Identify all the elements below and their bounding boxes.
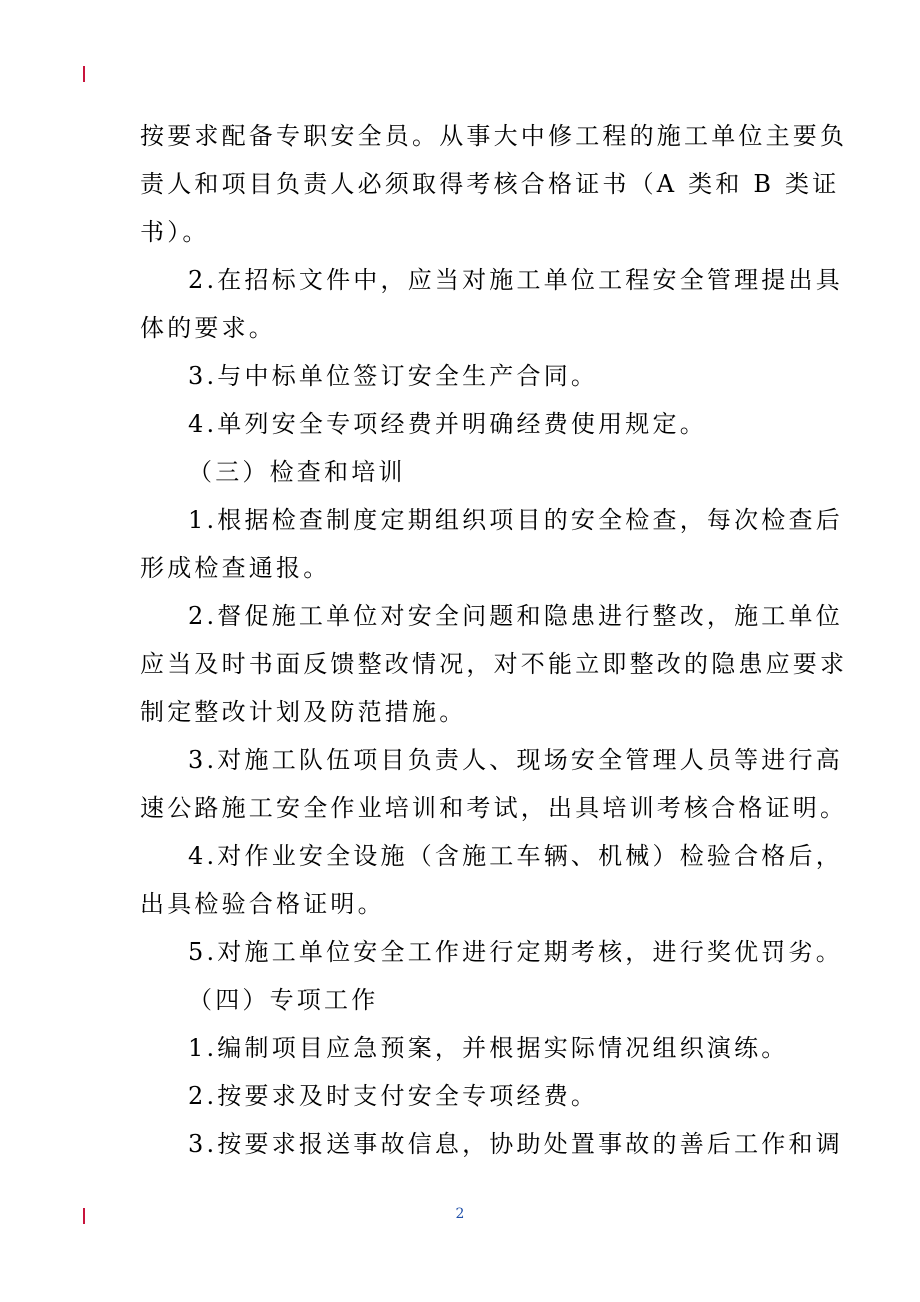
paragraph — [140, 1120, 843, 1168]
paragraph — [140, 256, 843, 352]
text-line: 4.单列安全专项经费并明确经费使用规定。 — [188, 410, 707, 438]
text-line: 责人和项目负责人必须取得考核合格证书（A 类和 B 类证 — [140, 170, 840, 198]
text-line: 制定整改计划及防范措施。 — [140, 698, 467, 726]
text-line: 2.按要求及时支付安全专项经费。 — [188, 1082, 599, 1110]
page-number: 2 — [455, 1206, 465, 1222]
text-line: 4.对作业安全设施（含施工车辆、机械）检验合格后， — [188, 842, 843, 870]
text-line: 2.督促施工单位对安全问题和隐患进行整改，施工单位 — [188, 602, 843, 630]
paragraph — [140, 736, 848, 832]
paragraph — [140, 832, 843, 928]
paragraph — [140, 496, 843, 592]
text-line: 出具检验合格证明。 — [140, 890, 385, 918]
text-line: 速公路施工安全作业培训和考试，出具培训考核合格证明。 — [140, 794, 848, 822]
text-line: 5.对施工单位安全工作进行定期考核，进行奖优罚劣。 — [188, 938, 843, 966]
text-line: 3.对施工队伍项目负责人、现场安全管理人员等进行高 — [188, 746, 843, 774]
paragraph — [140, 1072, 782, 1120]
paragraph — [140, 928, 843, 976]
paragraph — [140, 592, 848, 736]
text-line: 1.根据检查制度定期组织项目的安全检查，每次检查后 — [188, 506, 843, 534]
paragraph — [140, 112, 848, 256]
top-left-crop-mark — [83, 66, 85, 82]
text-line: 应当及时书面反馈整改情况，对不能立即整改的隐患应要求 — [140, 650, 848, 678]
document-body — [140, 112, 848, 1168]
paragraph — [140, 352, 782, 400]
text-line: 1.编制项目应急预案，并根据实际情况组织演练。 — [188, 1034, 789, 1062]
section-heading — [140, 448, 782, 496]
section-heading — [140, 976, 782, 1024]
paragraph — [140, 1024, 789, 1072]
text-line: 3.按要求报送事故信息，协助处置事故的善后工作和调 — [188, 1130, 843, 1158]
text-line: 书）。 — [140, 218, 210, 246]
heading-text: （三）检查和培训 — [188, 458, 406, 486]
text-line: 体的要求。 — [140, 314, 276, 342]
heading-text: （四）专项工作 — [188, 986, 379, 1014]
text-line: 形成检查通报。 — [140, 554, 331, 582]
text-line: 2.在招标文件中，应当对施工单位工程安全管理提出具 — [188, 266, 843, 294]
text-line: 3.与中标单位签订安全生产合同。 — [188, 362, 599, 390]
text-line: 按要求配备专职安全员。从事大中修工程的施工单位主要负 — [140, 122, 848, 150]
paragraph — [140, 400, 782, 448]
